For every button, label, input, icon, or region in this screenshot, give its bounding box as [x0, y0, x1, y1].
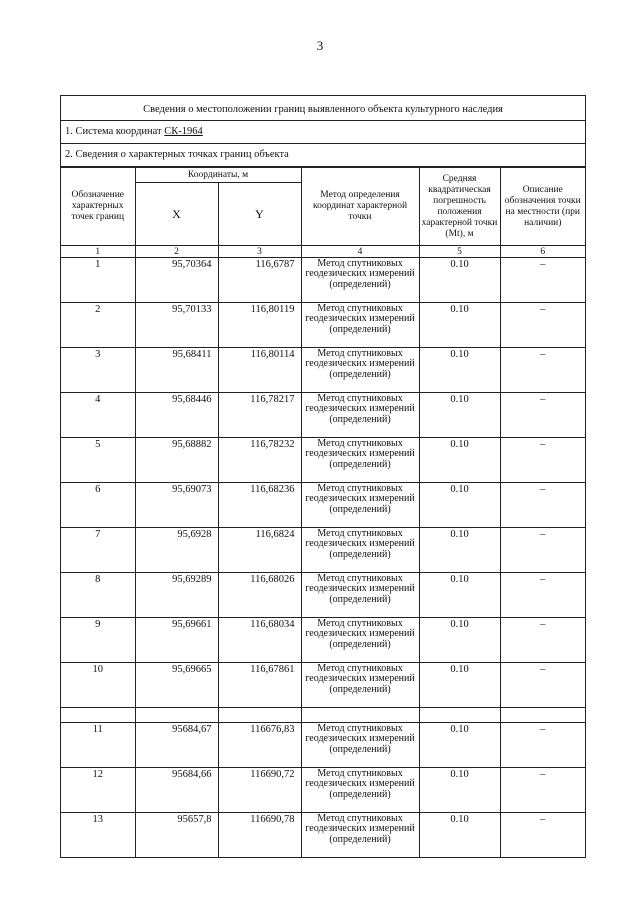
header-description: Описание обозначения точки на местности (при наличии) [500, 168, 585, 246]
method-cell: Метод спутниковых геодезических измерений (определений) [301, 768, 419, 813]
coord-x: 95684,66 [135, 768, 218, 813]
point-number: 7 [61, 528, 135, 573]
error-cell: 0.10 [419, 618, 500, 663]
description-cell: – [500, 813, 585, 858]
column-number: 4 [301, 246, 419, 258]
error-cell: 0.10 [419, 813, 500, 858]
point-number: 3 [61, 348, 135, 393]
method-cell: Метод спутниковых геодезических измерений (определений) [301, 438, 419, 483]
header-coordinates: Координаты, м [135, 168, 301, 183]
coord-y: 116,6787 [218, 258, 301, 303]
method-cell: Метод спутниковых геодезических измерений (определений) [301, 393, 419, 438]
coord-y: 116,78217 [218, 393, 301, 438]
coord-y: 116,68034 [218, 618, 301, 663]
error-cell: 0.10 [419, 438, 500, 483]
coord-x: 95,69073 [135, 483, 218, 528]
point-number: 6 [61, 483, 135, 528]
description-cell: – [500, 348, 585, 393]
description-cell: – [500, 768, 585, 813]
method-cell: Метод спутниковых геодезических измерений (определений) [301, 813, 419, 858]
table-row [61, 663, 585, 708]
description-cell: – [500, 618, 585, 663]
point-number: 11 [61, 723, 135, 768]
document-frame [60, 95, 586, 858]
coord-y: 116,6824 [218, 528, 301, 573]
error-cell: 0.10 [419, 258, 500, 303]
description-cell: – [500, 663, 585, 708]
description-cell: – [500, 483, 585, 528]
coord-x: 95,6928 [135, 528, 218, 573]
coord-y: 116,80114 [218, 348, 301, 393]
error-cell: 0.10 [419, 663, 500, 708]
coord-y: 116676,83 [218, 723, 301, 768]
coord-y: 116,67861 [218, 663, 301, 708]
column-number: 6 [500, 246, 585, 258]
empty-separator-row [61, 708, 585, 723]
points-table [61, 167, 585, 858]
column-number: 2 [135, 246, 218, 258]
coord-y: 116,78232 [218, 438, 301, 483]
header-method: Метод определения координат характерной точки [301, 168, 419, 246]
section-title: Сведения о местоположении границ выявленного объекта культурного наследия [61, 96, 585, 121]
coord-x: 95,68882 [135, 438, 218, 483]
point-number: 4 [61, 393, 135, 438]
page-number: 3 [316, 38, 324, 53]
point-number: 9 [61, 618, 135, 663]
table-row [61, 393, 585, 438]
coord-x: 95,68411 [135, 348, 218, 393]
method-cell: Метод спутниковых геодезических измерений (определений) [301, 303, 419, 348]
column-number: 3 [218, 246, 301, 258]
column-numbers-row [61, 246, 585, 258]
table-row [61, 573, 585, 618]
coord-x: 95,69661 [135, 618, 218, 663]
method-cell: Метод спутниковых геодезических измерений (определений) [301, 258, 419, 303]
point-number: 2 [61, 303, 135, 348]
error-cell: 0.10 [419, 573, 500, 618]
column-number: 1 [61, 246, 135, 258]
coord-x: 95,69665 [135, 663, 218, 708]
coord-y: 116,68026 [218, 573, 301, 618]
table-row [61, 483, 585, 528]
coord-x: 95,68446 [135, 393, 218, 438]
point-number: 12 [61, 768, 135, 813]
point-number: 10 [61, 663, 135, 708]
coord-x: 95,70133 [135, 303, 218, 348]
coord-x: 95,70364 [135, 258, 218, 303]
coord-y: 116690,72 [218, 768, 301, 813]
method-cell: Метод спутниковых геодезических измерений (определений) [301, 663, 419, 708]
error-cell: 0.10 [419, 483, 500, 528]
coordinate-system-row [61, 121, 585, 144]
points-section-title: 2. Сведения о характерных точках границ объекта [61, 144, 585, 167]
table-row [61, 618, 585, 663]
description-cell: – [500, 573, 585, 618]
header-point-designation: Обозначение характерных точек границ [61, 168, 135, 246]
description-cell: – [500, 258, 585, 303]
method-cell: Метод спутниковых геодезических измерений (определений) [301, 348, 419, 393]
table-row [61, 528, 585, 573]
coord-x: 95684,67 [135, 723, 218, 768]
table-row [61, 813, 585, 858]
table-row [61, 768, 585, 813]
error-cell: 0.10 [419, 348, 500, 393]
coord-x: 95,69289 [135, 573, 218, 618]
error-cell: 0.10 [419, 768, 500, 813]
table-row [61, 723, 585, 768]
method-cell: Метод спутниковых геодезических измерений (определений) [301, 573, 419, 618]
coord-y: 116,68236 [218, 483, 301, 528]
error-cell: 0.10 [419, 393, 500, 438]
description-cell: – [500, 438, 585, 483]
method-cell: Метод спутниковых геодезических измерений (определений) [301, 618, 419, 663]
error-cell: 0.10 [419, 723, 500, 768]
header-x: X [135, 183, 218, 246]
coordinate-system-label: 1. Система координат [65, 126, 165, 137]
column-number: 5 [419, 246, 500, 258]
error-cell: 0.10 [419, 303, 500, 348]
description-cell: – [500, 528, 585, 573]
point-number: 5 [61, 438, 135, 483]
header-y: Y [218, 183, 301, 246]
method-cell: Метод спутниковых геодезических измерений (определений) [301, 528, 419, 573]
description-cell: – [500, 723, 585, 768]
point-number: 13 [61, 813, 135, 858]
table-row [61, 303, 585, 348]
table-row [61, 438, 585, 483]
table-row [61, 348, 585, 393]
point-number: 8 [61, 573, 135, 618]
header-error: Средняя квадратическая погрешность положения характерной точки (Mt), м [419, 168, 500, 246]
description-cell: – [500, 303, 585, 348]
coord-y: 116,80119 [218, 303, 301, 348]
table-row [61, 258, 585, 303]
method-cell: Метод спутниковых геодезических измерений (определений) [301, 723, 419, 768]
coord-x: 95657,8 [135, 813, 218, 858]
coord-y: 116690,78 [218, 813, 301, 858]
point-number: 1 [61, 258, 135, 303]
description-cell: – [500, 393, 585, 438]
method-cell: Метод спутниковых геодезических измерений (определений) [301, 483, 419, 528]
error-cell: 0.10 [419, 528, 500, 573]
coordinate-system-value: СК-1964 [164, 126, 203, 137]
